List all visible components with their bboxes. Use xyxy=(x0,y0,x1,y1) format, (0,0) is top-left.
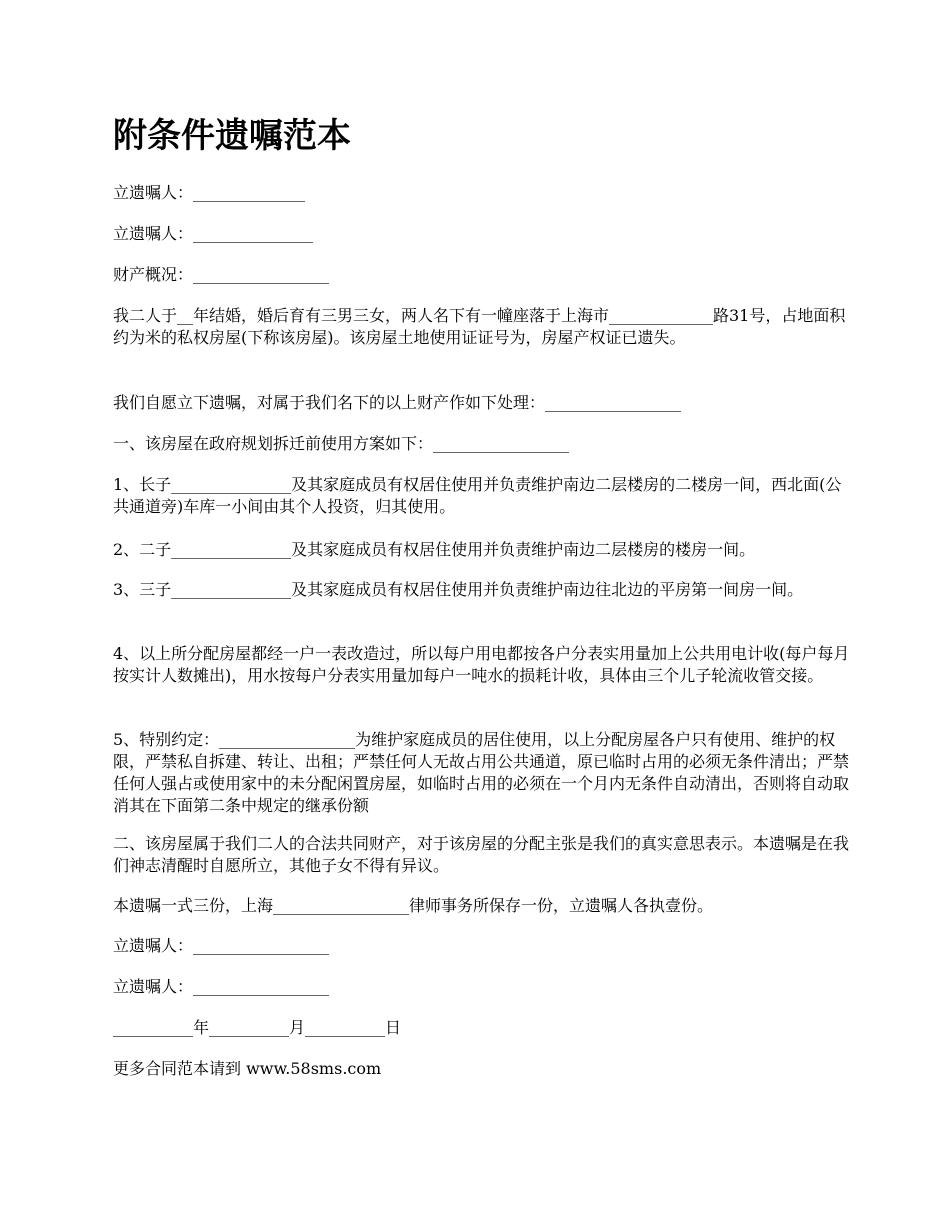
clause-3-third-son: 3、三子_______________及其家庭成员有权居住使用并负责维护南边往北边的平房第一间房一间。 xyxy=(113,580,804,599)
date-line: __________年__________月__________日 xyxy=(113,1018,402,1037)
signature-testator-2: 立遗嘱人：_________________ xyxy=(113,977,330,996)
marriage-property-paragraph: 我二人于__年结婚，婚后育有三男三女，两人名下有一幢座落于上海市_____________路31号，占地面积约为米的私权房屋(下称该房屋)。该房屋土地使用证证号为，房屋产权证已遗失。 xyxy=(113,306,846,347)
clause-4-utilities: 4、以上所分配房屋都经一户一表改造过，所以每户用电都按各户分表实用量加上公共用电计收(每户每月按实计人数摊出)，用水按每户分表实用量加每户一吨水的损耗计收，具体由三个儿子轮流收管交接。 xyxy=(113,644,850,685)
copies-paragraph: 本遗嘱一式三份，上海_________________律师事务所保存一份，立遗嘱人各执壹份。 xyxy=(113,896,714,915)
testator-1-line: 立遗嘱人：______________ xyxy=(113,183,306,202)
document-title: 附条件遗嘱范本 xyxy=(113,116,351,156)
clause-2-second-son: 2、二子_______________及其家庭成员有权居住使用并负责维护南边二层楼房的楼房一间。 xyxy=(113,540,756,559)
section-two-paragraph: 二、该房屋属于我们二人的合法共同财产，对于该房屋的分配主张是我们的真实意思表示。本遗嘱是在我们神志清醒时自愿所立，其他子女不得有异议。 xyxy=(113,834,850,875)
section-one-heading: 一、该房屋在政府规划拆迁前使用方案如下：_________________ xyxy=(113,434,570,453)
signature-testator-1: 立遗嘱人：_________________ xyxy=(113,936,330,955)
clause-5-special-agreement: 5、特别约定：_________________为维护家庭成员的居住使用，以上分配房屋各户只有使用、维护的权限，严禁私自拆建、转让、出租；严禁任何人无故占用公共通道，原已临时占用的必须无条件清出；严禁任何人强占或使用家中的未分配闲置房屋，如临时占用的必须在一个月内无条件自动清出，否则将自动取消其在下面第二条中规定的继承份额 xyxy=(113,730,850,815)
disposal-intro-paragraph: 我们自愿立下遗嘱，对属于我们名下的以上财产作如下处理：_________________ xyxy=(113,393,682,412)
clause-1-eldest-son: 1、长子_______________及其家庭成员有权居住使用并负责维护南边二层楼房的二楼房一间，西北面(公共通道旁)车库一小间由其个人投资，归其使用。 xyxy=(113,475,842,516)
footer-link-text: 更多合同范本请到 www.58sms.com xyxy=(113,1059,382,1078)
property-overview-line: 财产概况：_________________ xyxy=(113,265,330,284)
testator-2-line: 立遗嘱人：_______________ xyxy=(113,224,314,243)
